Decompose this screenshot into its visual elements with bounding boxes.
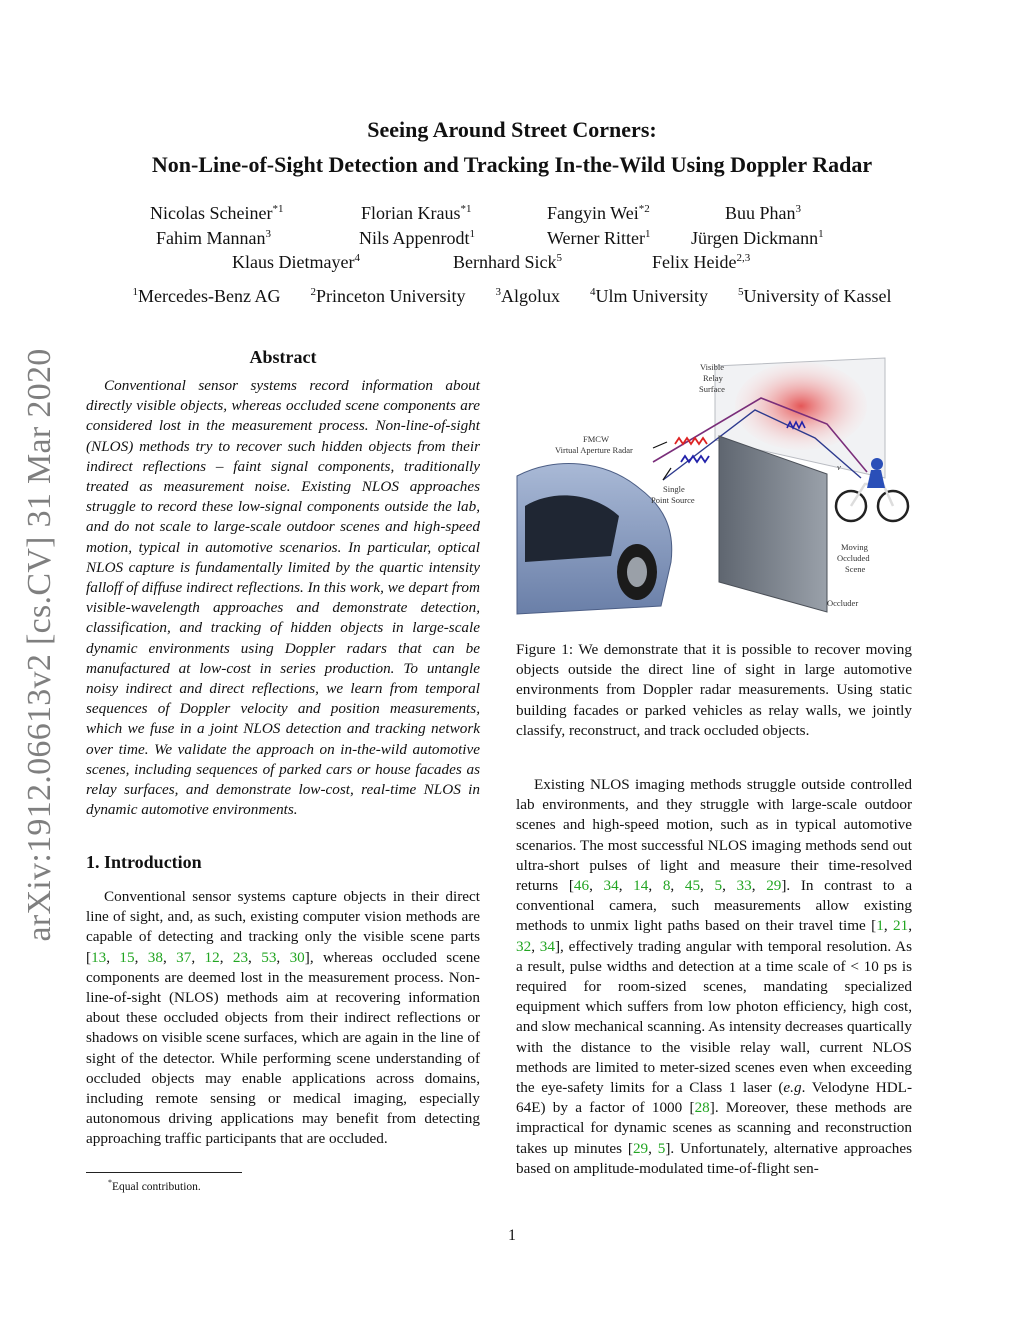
- abstract-heading: Abstract: [249, 347, 317, 367]
- abstract-text: Conventional sensor systems record information about directly visible objects, whereas occluded scene components are considered lost in the measurement process. Non-line-of-sight (NLOS) methods try to recover such hidden objects from their indirect reflections – faint signal components, traditionally treated as measurement noise. Existing NLOS approaches struggle to record these low-signal components outside the lab, and do not scale to large-scale outdoor scenes and high-speed motion, typical in automotive scenarios. In particular, optical NLOS capture is fundamentally limited by the quartic intensity falloff of diffuse indirect reflections. In this work, we depart from visible-wavelength approaches and demonstrate detection, classification, and tracking of hidden objects in large-scale dynamic environments using Doppler radars that can be manufactured at low-cost in series production. To untangle noisy indirect and direct reflections, we learn from temporal sequences of Doppler velocity and position measurements, which we fuse in a joint NLOS detection and tracking network over time. We validate the approach on in-the-wild automotive scenes, including sequences of parked cars or house facades as relay surfaces, and demonstrate low-cost, real-time NLOS in dynamic automotive environments.: [86, 377, 480, 819]
- occluder-wall: [719, 436, 827, 612]
- abstract-body: [86, 376, 480, 820]
- arxiv-sidebar: [8, 340, 72, 950]
- author: Felix Heide$^{2,3}$: [652, 252, 751, 272]
- paper-title-line1: Seeing Around Street Corners:: [367, 117, 657, 142]
- citation-link[interactable]: 5: [714, 877, 723, 895]
- citation-link[interactable]: 29: [632, 1139, 649, 1157]
- author: Bernhard Sick$^5$: [453, 252, 562, 272]
- citation-link[interactable]: 53: [261, 948, 277, 966]
- page-number: 1: [508, 1227, 516, 1244]
- citation-link[interactable]: 15: [119, 948, 135, 966]
- citation-link[interactable]: 32: [516, 937, 532, 955]
- author: Nicolas Scheiner$^{*1}$: [150, 203, 284, 223]
- citation-link[interactable]: 13: [91, 948, 107, 966]
- right-column-body: [516, 775, 912, 1179]
- introduction-body: [86, 887, 480, 1150]
- figure-label: Scene: [845, 564, 866, 574]
- citation-link[interactable]: 33: [736, 877, 752, 895]
- footnote-divider: [86, 1172, 242, 1173]
- citation-link[interactable]: 12: [204, 948, 220, 966]
- figure-label: FMCW: [583, 434, 609, 444]
- citation-link[interactable]: 1: [876, 917, 884, 935]
- right-paragraph: Existing NLOS imaging methods struggle outside controlled lab environments, and they struggle with large-scale outdoor scenes and high-speed motion, such as in typical automotive scenarios. The most successful NLOS imaging methods send out ultra-short pulses of light and measure their time-resolved returns [46, 34, 14, 8, 45, 5, 33, 29]. In contrast to a conventional camera, such measurements allow existing methods to unmix light paths based on their travel time [1, 21, 32, 34], effectively trading angular with temporal resolution. As a result, pulse widths and detection at a time scale of < 10 ps is required for room-sized scenes, mandating specialized equipment which suffers from low photon efficiency, high cost, and slow mechanical scanning. As intensity decreases quartically with the distance to the visible relay wall, current NLOS methods are limited to meter-sized scenes even when exceeding the eye-safety limits for a Class 1 laser (e.g. Velodyne HDL-64E) by a factor of 1000 [28]. Moreover, these methods are impractical for dynamic scenes as scanning and reconstruction takes up minutes [29, 5]. Unfortunately, alternative approaches based on amplitude-modulated time-of-flight sen-: [516, 776, 913, 1177]
- arxiv-id: arXiv:1912.06613v2 [cs.CV] 31 Mar 2020: [21, 348, 58, 942]
- figure-label: Point Source: [651, 495, 695, 505]
- citation-link[interactable]: 23: [232, 948, 249, 966]
- paper-title-line2: Non-Line-of-Sight Detection and Tracking In-the-Wild Using Doppler Radar: [151, 152, 873, 177]
- citation-link[interactable]: 28: [694, 1099, 710, 1117]
- author: Klaus Dietmayer$^4$: [232, 252, 360, 272]
- citation-link[interactable]: 8: [662, 877, 671, 895]
- figure-label: Occluded: [837, 553, 870, 563]
- affiliation: $^1$Mercedes-Benz AG: [132, 286, 281, 306]
- author: Nils Appenrodt$^1$: [359, 228, 475, 248]
- figure-label: v: [837, 462, 841, 472]
- citation-link[interactable]: 34: [603, 877, 619, 895]
- citation-link[interactable]: 14: [633, 877, 649, 895]
- figure-1: [515, 356, 913, 636]
- figure-label: Occluder: [827, 598, 859, 608]
- author: Werner Ritter$^1$: [547, 228, 651, 248]
- footnote: *Equal contribution.: [108, 1178, 201, 1193]
- figure-caption: Figure 1: We demonstrate that it is possible to recover moving objects outside the direct line of sight in large automotive environments from Doppler radar measurements. Using static building facades or parked vehicles as relay walls, we jointly classify, reconstruct, and track occluded objects.: [516, 641, 912, 739]
- citation-link[interactable]: 34: [539, 937, 555, 955]
- author: Florian Kraus$^{*1}$: [361, 203, 472, 223]
- citation-link[interactable]: 5: [657, 1139, 666, 1157]
- citation-link[interactable]: 46: [573, 877, 590, 895]
- citation-link[interactable]: 30: [289, 948, 305, 966]
- figure-label: Moving: [841, 542, 868, 552]
- figure-label: Single: [663, 484, 685, 494]
- figure-label: Relay: [703, 373, 723, 383]
- affiliations: [0, 286, 1024, 307]
- author: Buu Phan$^3$: [725, 203, 802, 223]
- author: Jürgen Dickmann$^1$: [691, 228, 824, 248]
- author: Fangyin Wei$^{*2}$: [547, 203, 650, 223]
- affiliation: $^4$Ulm University: [589, 286, 708, 306]
- citation-link[interactable]: 29: [766, 877, 782, 895]
- affiliation: $^2$Princeton University: [310, 286, 466, 306]
- figure-label: Virtual Aperture Radar: [555, 445, 633, 455]
- affiliation: $^5$University of Kassel: [737, 286, 892, 306]
- figure-label: Surface: [699, 384, 725, 394]
- figure-1-illustration: [515, 356, 913, 636]
- citation-link[interactable]: 21: [893, 917, 909, 935]
- affiliation: $^3$Algolux: [495, 286, 560, 306]
- figure-label: Visible: [700, 362, 725, 372]
- author: Fahim Mannan$^3$: [156, 228, 271, 248]
- intro-paragraph: Conventional sensor systems capture objects in their direct line of sight, and, as such, existing computer vision methods are capable of detecting and tracking only the visible scene parts [13, 15, 38, 37, 12, 23, 53, 30], whereas occluded scene components are deemed lost in the measurement process. Non-line-of-sight (NLOS) methods aim at recovering information about these occluded objects from their indirect reflections or shadows on visible scene surfaces, which are again in the line of sight of the detector. While performing scene understanding of occluded objects may enable applications across domains, including remote sensing or medical imaging, especially autonomous driving applications may benefit from detecting approaching traffic participants that are occluded.: [86, 888, 481, 1148]
- citation-link[interactable]: 38: [147, 948, 163, 966]
- car-graphic: [517, 464, 672, 615]
- citation-link[interactable]: 37: [176, 948, 192, 966]
- citation-link[interactable]: 45: [684, 877, 701, 895]
- section-heading-introduction: 1. Introduction: [86, 852, 202, 872]
